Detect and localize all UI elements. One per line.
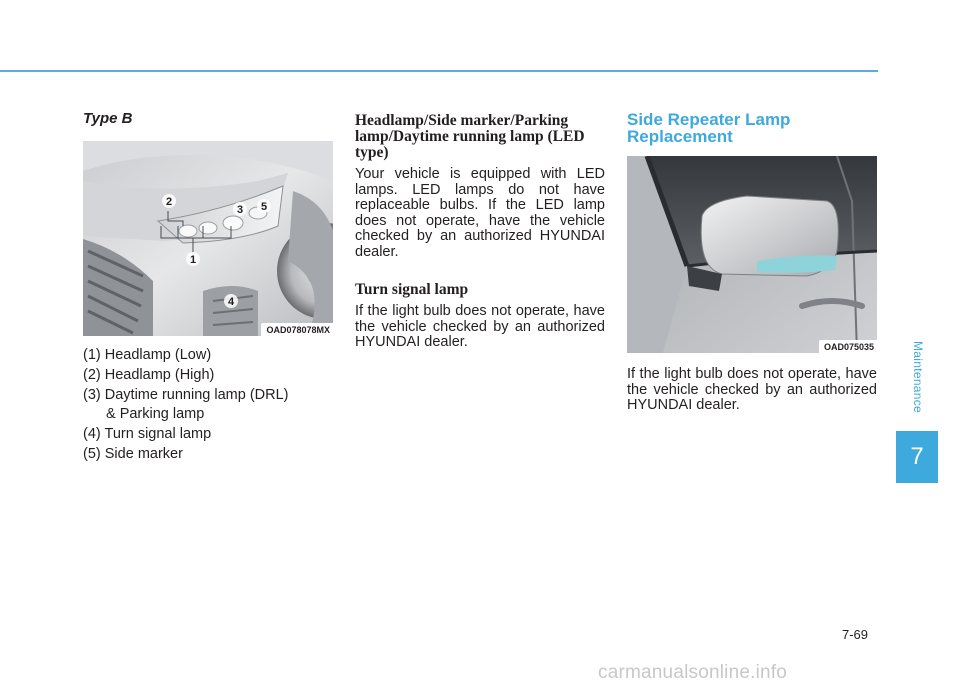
headlamp-figure (83, 141, 333, 336)
callout-5: 5 (260, 201, 268, 213)
list-item (83, 445, 333, 464)
item-continuation: & Parking lamp (106, 406, 205, 422)
middle-column (355, 110, 605, 351)
right-column (627, 110, 877, 414)
item-text: Side marker (104, 446, 183, 462)
item-num: (4) (83, 426, 101, 442)
watermark: carmanualsonline.info (598, 662, 788, 683)
top-rule (0, 70, 878, 72)
chapter-number: 7 (896, 431, 938, 483)
body-paragraph: Your vehicle is equipped with LED lamps. LED lamps do not have replaceable bulbs. If the LED lamp does not operate, have the vehicle checked by an authorized HYUNDAI dealer. (355, 166, 605, 260)
lamp-list (83, 346, 333, 464)
list-item (83, 346, 333, 365)
callout-4: 4 (227, 296, 235, 308)
callout-3: 3 (236, 204, 244, 216)
figure-code: OAD075035 (819, 340, 877, 353)
body-paragraph: If the light bulb does not operate, have the vehicle checked by an authorized HYUNDAI dealer. (627, 366, 877, 413)
list-item (83, 366, 333, 385)
left-column (83, 110, 333, 465)
item-num: (1) (83, 347, 101, 363)
mirror-figure (627, 156, 877, 353)
figure-code: OAD078078MX (261, 323, 333, 336)
headlamp-illustration (83, 141, 333, 336)
callout-1: 1 (189, 254, 197, 266)
item-text: Headlamp (Low) (104, 347, 212, 363)
mirror-illustration (627, 156, 877, 353)
subsection-heading: Turn signal lamp (355, 281, 469, 298)
chapter-title: Maintenance (911, 341, 925, 414)
body-paragraph: If the light bulb does not operate, have the vehicle checked by an authorized HYUNDAI dealer. (355, 303, 605, 350)
item-num: (5) (83, 446, 101, 462)
item-text: Daytime running lamp (DRL) (104, 387, 289, 403)
callout-2: 2 (165, 196, 173, 208)
type-label: Type B (83, 110, 133, 127)
list-item (83, 386, 333, 424)
item-num: (3) (83, 387, 101, 403)
item-num: (2) (83, 367, 101, 383)
page-number: 7-69 (842, 627, 869, 642)
section-heading: Headlamp/Side marker/Parking lamp/Daytime running lamp (LED type) (355, 112, 585, 161)
section-heading: Side Repeater Lamp Replacement (627, 110, 791, 146)
item-text: Headlamp (High) (104, 367, 215, 383)
item-text: Turn signal lamp (104, 426, 212, 442)
list-item (83, 425, 333, 444)
